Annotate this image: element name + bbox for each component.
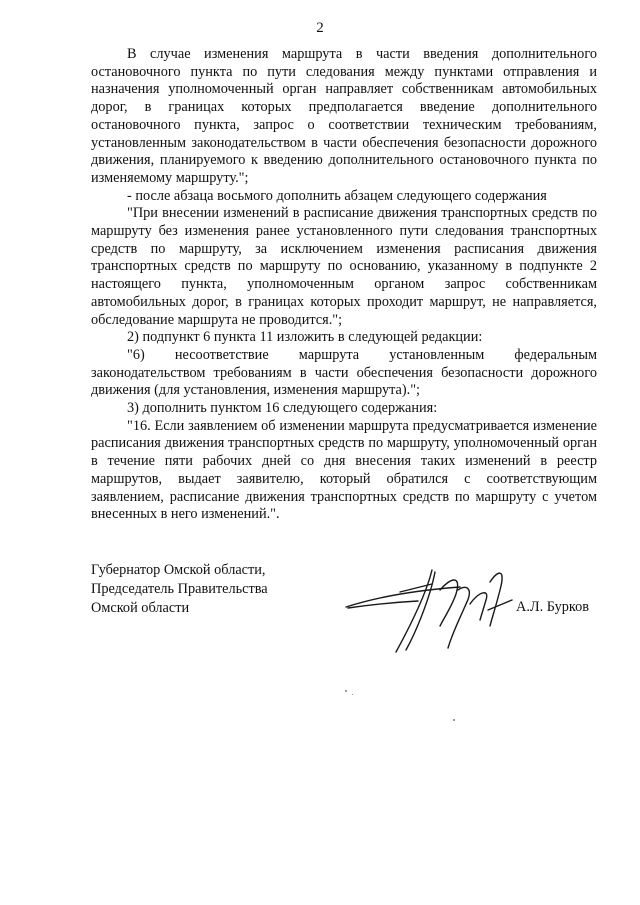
scan-speck <box>352 694 353 695</box>
signatory-name: А.Л. Бурков <box>516 599 590 615</box>
scan-speck <box>453 719 455 721</box>
signatory-title <box>91 561 268 618</box>
page-number: 2 <box>316 20 324 36</box>
paragraph: - после абзаца восьмого дополнить абзацем следующего содержания <box>127 187 547 204</box>
paragraph: 2) подпункт 6 пункта 11 изложить в следующей редакции: <box>127 329 483 346</box>
paragraph: В случае изменения маршрута в части введения дополнительного остановочного пункта по пути следования между пунктами отправления и назначения уполномоченный орган направляет собственникам автомобильных дорог, в границах которых предполагается введение дополнительного остановочного пункта, запрос о соответствии техническим требованиям, установленным законодательством в части обеспечения безопасности дорожного движения, планируемого к введению дополнительного остановочного пункта по изменяемому маршруту."; <box>91 46 597 186</box>
paragraph: 3) дополнить пунктом 16 следующего содержания: <box>127 400 438 417</box>
document-body <box>91 46 597 524</box>
paragraph: "6) несоответствие маршрута установленным федеральным законодательством требованиям в части обеспечения безопасности дорожного движения (для установления, изменения маршрута)."; <box>91 346 597 399</box>
signatory-title-line: Губернатор Омской области, <box>91 562 266 578</box>
paragraph: "При внесении изменений в расписание движения транспортных средств по маршруту без изменения ранее установленного пути следования транспортных средств по маршруту, за исключением изменения расписания движения транспортных средств по маршруту по основанию, указанному в подпункте 2 настоящего пункта, уполномоченным органом запрос собственникам автомобильных дорог, в границах которых проходит маршрут, не направляется, обследование маршрута не проводится."; <box>91 205 597 328</box>
signatory-title-line: Председатель Правительства <box>91 581 268 597</box>
signatory-title-line: Омской области <box>91 600 190 616</box>
scan-speck <box>345 690 347 692</box>
paragraph: "16. Если заявлением об изменении маршрута предусматривается изменение расписания движения транспортных средств по маршруту, уполномоченный орган в течение пяти рабочих дней со дня внесения таких изменений в реестр маршрутов, выдает заявителю, который обратился с соответствующим заявлением, расписание движения транспортных средств по маршруту с учетом внесенных в него изменений.". <box>91 417 597 523</box>
handwritten-signature-icon <box>340 560 520 660</box>
